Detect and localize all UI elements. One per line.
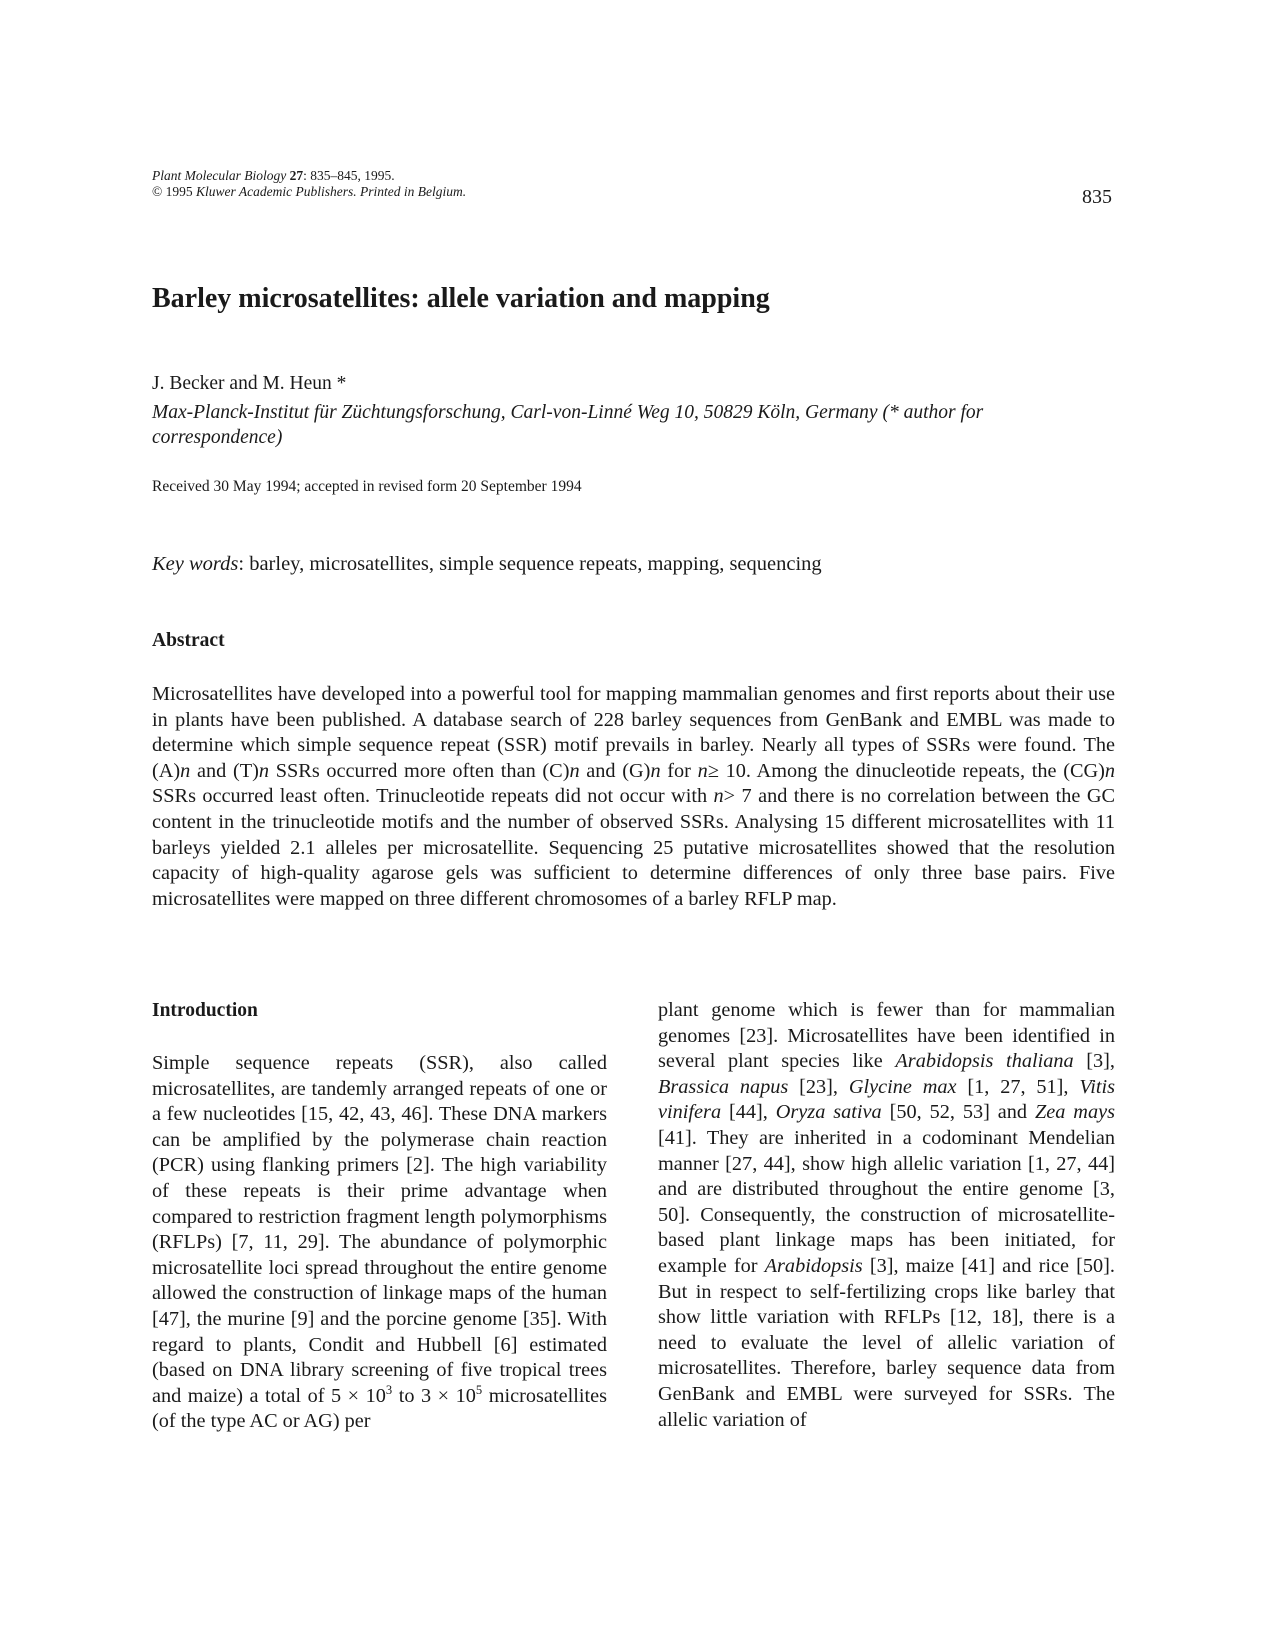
intro-segment: [1, 27, 51], — [956, 1075, 1080, 1098]
abstract-segment: > 7 and there is no correlation between the GC content in the trinucleotide motifs and the number of observed SSRs. Analysing 15 different microsatellites with 11 barleys yielded 2.1 alleles per microsatellite. Sequencing 25 putative microsatellites showed that the resolution capacity of high-quality agarose gels was sufficient to determine differences of only three base pairs. Five microsatellites were mapped on three different chromosomes of a barley RFLP map. — [152, 785, 1115, 910]
math-n: n — [258, 759, 270, 782]
intro-column-right — [658, 998, 1115, 1433]
copyright-year: 1995 — [165, 184, 193, 199]
intro-segment: [3], — [1073, 1050, 1115, 1073]
intro-segment: [44], — [721, 1101, 776, 1124]
intro-segment: to 3 × 10 — [392, 1384, 476, 1407]
journal-volume: 27 — [289, 168, 304, 183]
affiliation: Max-Planck-Institut für Züchtungsforschung, Carl-von-Linné Weg 10, 50829 Köln, Germany (* author for correspondence) — [152, 402, 984, 448]
species-name: Zea mays — [1034, 1101, 1115, 1124]
math-n: n — [650, 759, 661, 782]
intro-segment: plant genome which is fewer than for mammalian genomes [23]. Microsatellites have been identified in several plant species like — [658, 999, 1115, 1073]
intro-column-left — [152, 1051, 607, 1435]
citation-line — [152, 168, 1112, 184]
species-name: Vitis vinifera — [658, 1075, 1116, 1124]
publisher: Kluwer Academic Publishers. Printed in Belgium. — [196, 184, 467, 199]
math-n: n — [569, 759, 580, 782]
math-n: n — [713, 785, 724, 808]
intro-segment: [23], — [788, 1075, 849, 1098]
journal-header — [152, 168, 1112, 200]
species-name: Arabidopsis thaliana — [895, 1050, 1074, 1073]
keywords — [152, 553, 822, 576]
intro-segment: Simple sequence repeats (SSR), also called microsatellites, are tandemly arranged repeats of one or a few nucleotides [15, 42, 43, 46]. These DNA markers can be amplified by the polymerase chain reaction (PCR) using flanking primers [2]. The high variability of these repeats is their prime advantage when compared to restriction fragment length polymorphisms (RFLPs) [7, 11, 29]. The abundance of polymorphic microsatellite loci spread throughout the entire genome allowed the construction of linkage maps of the human [47], the murine [9] and the porcine genome [35]. With regard to plants, Condit and Hubbell [6] estimated (based on DNA library screening of five tropical trees and maize) a total of 5 × 10 — [152, 1052, 607, 1407]
exponent: 3 — [385, 1382, 393, 1397]
journal-pages-year: : 835–845, 1995. — [303, 168, 395, 183]
keywords-text: : barley, microsatellites, simple sequence repeats, mapping, sequencing — [238, 553, 822, 575]
math-n: n — [697, 759, 708, 782]
abstract-segment: and (G) — [579, 759, 651, 782]
abstract-segment: SSRs occurred least often. Trinucleotide repeats did not occur with — [152, 785, 714, 808]
paper-title: Barley microsatellites: allele variation and mapping — [152, 283, 770, 314]
abstract-segment: ≥ 10. Among the dinucleotide repeats, the (CG) — [707, 759, 1105, 782]
keywords-label: Key words — [152, 553, 239, 575]
authors: J. Becker and M. Heun * — [152, 373, 347, 394]
exponent: 5 — [475, 1382, 483, 1397]
intro-segment: [50, 52, 53] and — [881, 1101, 1035, 1124]
species-name: Brassica napus — [658, 1075, 789, 1098]
copyright-symbol: © — [152, 184, 163, 199]
introduction-heading: Introduction — [152, 1000, 258, 1021]
math-n: n — [1104, 759, 1116, 782]
abstract-text — [152, 682, 1115, 912]
intro-segment: [3], maize [41] and rice [50]. But in respect to self-fertilizing crops like barley that show little variation with RFLPs [12, 18], there is a need to evaluate the level of allelic variation of microsatellites. Therefore, barley sequence data from GenBank and EMBL were surveyed for SSRs. The allelic variation of — [658, 1254, 1115, 1431]
journal-name: Plant Molecular Biology — [152, 168, 287, 183]
page-number: 835 — [1082, 186, 1112, 208]
abstract-segment: for — [660, 759, 698, 782]
intro-segment: [41]. They are inherited in a codominant Mendelian manner [27, 44], show high allelic variation [1, 27, 44] and are distributed throughout the entire genome [3, 50]. Consequently, the construction of microsatellite-based plant linkage maps has been initiated, for example for — [658, 1126, 1115, 1277]
species-name: Glycine max — [848, 1075, 957, 1098]
received-dates: Received 30 May 1994; accepted in revised form 20 September 1994 — [152, 478, 582, 495]
abstract-heading: Abstract — [152, 630, 225, 651]
math-n: n — [180, 759, 191, 782]
abstract-segment: SSRs occurred more often than (C) — [269, 759, 570, 782]
abstract-segment: Microsatellites have developed into a powerful tool for mapping mammalian genomes and first reports about their use in plants have been published. A database search of 228 barley sequences from GenBank and EMBL was made to determine which simple sequence repeat (SSR) motif prevails in barley. Nearly all types of SSRs were found. The (A) — [152, 683, 1115, 782]
species-name: Oryza sativa — [775, 1101, 882, 1124]
copyright-line — [152, 184, 1112, 200]
abstract-segment: and (T) — [190, 759, 259, 782]
intro-segment: microsatellites (of the type AC or AG) per — [152, 1384, 608, 1433]
species-name: Arabidopsis — [764, 1254, 863, 1277]
